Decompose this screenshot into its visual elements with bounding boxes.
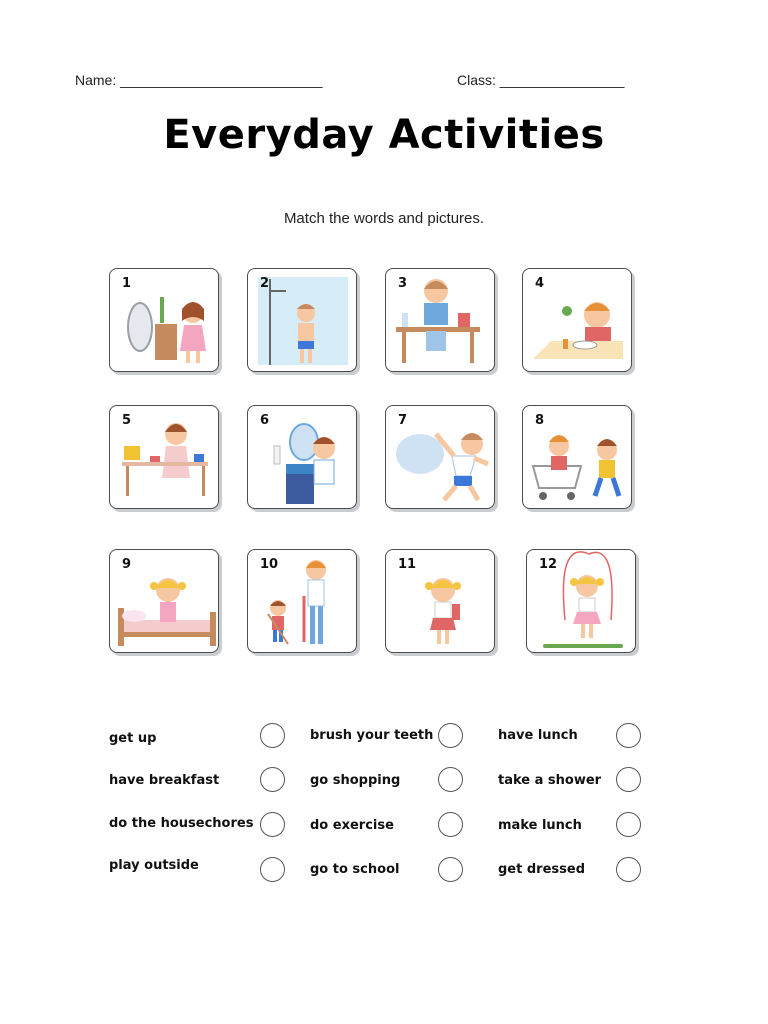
picture-number: 9 [122,557,132,572]
picture-card-1 [109,268,219,372]
picture-number: 5 [122,413,132,428]
word-do-the-housechores: do the housechores [109,816,254,831]
class-field[interactable]: Class: ________________ [457,72,625,88]
word-go-shopping: go shopping [310,773,401,788]
picture-card-4 [522,268,632,372]
picture-number: 11 [398,557,417,572]
picture-number: 4 [535,276,545,291]
picture-card-6 [247,405,357,509]
word-take-a-shower: take a shower [498,773,602,788]
picture-number: 3 [398,276,408,291]
answer-circle[interactable] [260,857,285,882]
picture-number: 12 [539,557,558,572]
picture-number: 1 [122,276,132,291]
instruction-text: Match the words and pictures. [283,210,485,227]
picture-number: 10 [260,557,279,572]
answer-circle[interactable] [616,723,641,748]
word-brush-your-teeth: brush your teeth [310,728,434,743]
picture-number: 8 [535,413,545,428]
name-field[interactable]: Name: __________________________ [75,72,323,88]
answer-circle[interactable] [438,812,463,837]
word-play-outside: play outside [109,858,199,873]
word-have-breakfast: have breakfast [109,773,220,788]
word-get-dressed: get dressed [498,862,585,877]
answer-circle[interactable] [438,723,463,748]
picture-card-9 [109,549,219,653]
picture-card-7 [385,405,495,509]
answer-circle[interactable] [438,857,463,882]
picture-card-5 [109,405,219,509]
word-have-lunch: have lunch [498,728,578,743]
picture-card-12 [526,549,636,653]
page-title: Everyday Activities [163,112,605,158]
answer-circle[interactable] [260,767,285,792]
word-do-exercise: do exercise [310,818,394,833]
picture-number: 6 [260,413,270,428]
picture-card-8 [522,405,632,509]
picture-card-10 [247,549,357,653]
word-get-up: get up [109,731,157,746]
picture-number: 7 [398,413,408,428]
word-go-to-school: go to school [310,862,400,877]
answer-circle[interactable] [616,767,641,792]
picture-number: 2 [260,276,270,291]
answer-circle[interactable] [616,812,641,837]
picture-card-3 [385,268,495,372]
answer-circle[interactable] [260,812,285,837]
answer-circle[interactable] [260,723,285,748]
picture-card-2 [247,268,357,372]
word-make-lunch: make lunch [498,818,582,833]
answer-circle[interactable] [438,767,463,792]
picture-card-11 [385,549,495,653]
answer-circle[interactable] [616,857,641,882]
